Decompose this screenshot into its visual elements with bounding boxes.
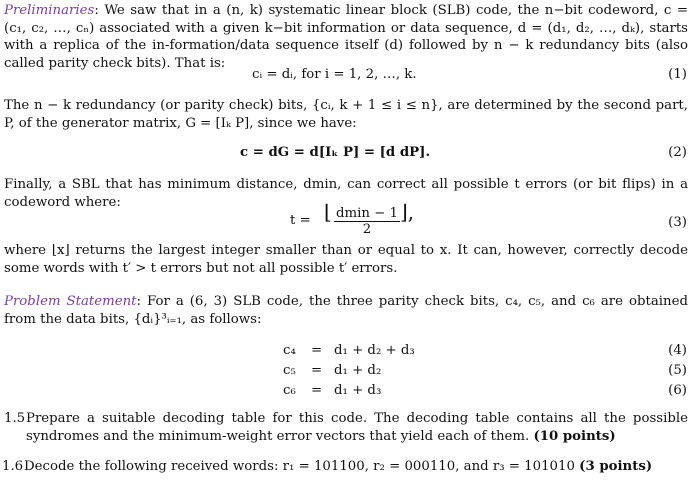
equation-3-fraction — [334, 206, 400, 237]
equation-2 — [0, 144, 699, 164]
equation-5-lhs: c₅ — [283, 363, 296, 378]
equation-4-number: (4) — [668, 343, 687, 358]
equation-4-rhs: d₁ + d₂ + d₃ — [334, 343, 415, 358]
question-1-5-points: (10 points) — [533, 428, 616, 444]
equation-6 — [0, 382, 699, 402]
equation-4 — [0, 342, 699, 362]
equation-2-body: c = dG = d[Iₖ P] = [d dP]. — [240, 145, 431, 160]
equation-6-number: (6) — [668, 383, 687, 398]
floor-paragraph: where ⌊x⌋ returns the largest integer smaller than or equal to x. It can, however, correctly decode some words with t′ > t errors but not all possible t′ errors. — [4, 243, 688, 276]
equation-3-lhs: t = — [290, 213, 311, 228]
equation-6-rhs: d₁ + d₃ — [334, 383, 382, 398]
equation-3 — [0, 200, 699, 240]
equation-1-number: (1) — [668, 67, 687, 82]
preliminaries-text: : We saw that in a (n, k) systematic linear block (SLB) code, the n−bit codeword, c = (c₁, c₂, …, cₙ) associated with a given k−bit information or data sequence, d = (d₁, d₂, …, dₖ), starts with a replica of the in-formation/data sequence itself (d) followed by n − k redundancy bits (also called parity check bits). That is: — [4, 3, 688, 71]
problem-statement-label: Problem Statement — [4, 294, 137, 309]
equation-1-body: cᵢ = dᵢ, for i = 1, 2, …, k. — [252, 67, 417, 82]
equation-5 — [0, 362, 699, 382]
equation-3-numerator: dmin − 1 — [336, 206, 398, 221]
problem-statement-text: : For a (6, 3) SLB code, the three parity check bits, c₄, c₅, and c₆ are obtained from the data bits, {dᵢ}³ᵢ₌₁, as follows: — [4, 294, 688, 327]
min-distance-paragraph: Finally, a SBL that has minimum distance, dmin, can correct all possible t errors (or bit flips) in a codeword where: — [4, 177, 688, 210]
floor-bracket-right-icon: ⌋, — [400, 200, 415, 224]
question-1-6 — [4, 458, 694, 478]
preliminaries-label: Preliminaries — [4, 3, 95, 18]
problem-statement-paragraph — [4, 293, 688, 328]
question-1-5 — [4, 410, 694, 446]
equation-4-lhs: c₄ — [283, 343, 296, 358]
equation-2-number: (2) — [668, 145, 687, 160]
equation-5-number: (5) — [668, 363, 687, 378]
question-1-5-label: 1.5 — [4, 411, 26, 426]
equation-6-equals: = — [311, 383, 323, 398]
question-1-6-body: Decode the following received words: r₁ = 101100, r₂ = 000110, and r₃ = 101010 — [24, 459, 575, 474]
equation-3-number: (3) — [668, 215, 687, 230]
floor-bracket-left-icon: ⌊ — [324, 200, 332, 224]
redundancy-paragraph: The n − k redundancy (or parity check) bits, {cᵢ, k + 1 ≤ i ≤ n}, are determined by the second part, P, of the generator matrix, G = [Iₖ P], since we have: — [4, 98, 688, 131]
question-1-6-label: 1.6 — [2, 459, 24, 474]
question-1-6-points: (3 points) — [579, 459, 653, 474]
equation-6-lhs: c₆ — [283, 383, 296, 398]
equation-3-denominator: 2 — [362, 222, 372, 237]
equation-4-equals: = — [311, 343, 323, 358]
question-1-5-body: Prepare a suitable decoding table for this code. The decoding table contains all the possible syndromes and the minimum-weight error vectors that yield each of them. — [26, 411, 688, 444]
preliminaries-paragraph — [4, 2, 688, 72]
question-1-5-text — [26, 410, 688, 445]
equation-1 — [0, 66, 699, 86]
equation-5-rhs: d₁ + d₂ — [334, 363, 382, 378]
equation-5-equals: = — [311, 363, 323, 378]
question-1-6-text — [24, 458, 686, 476]
